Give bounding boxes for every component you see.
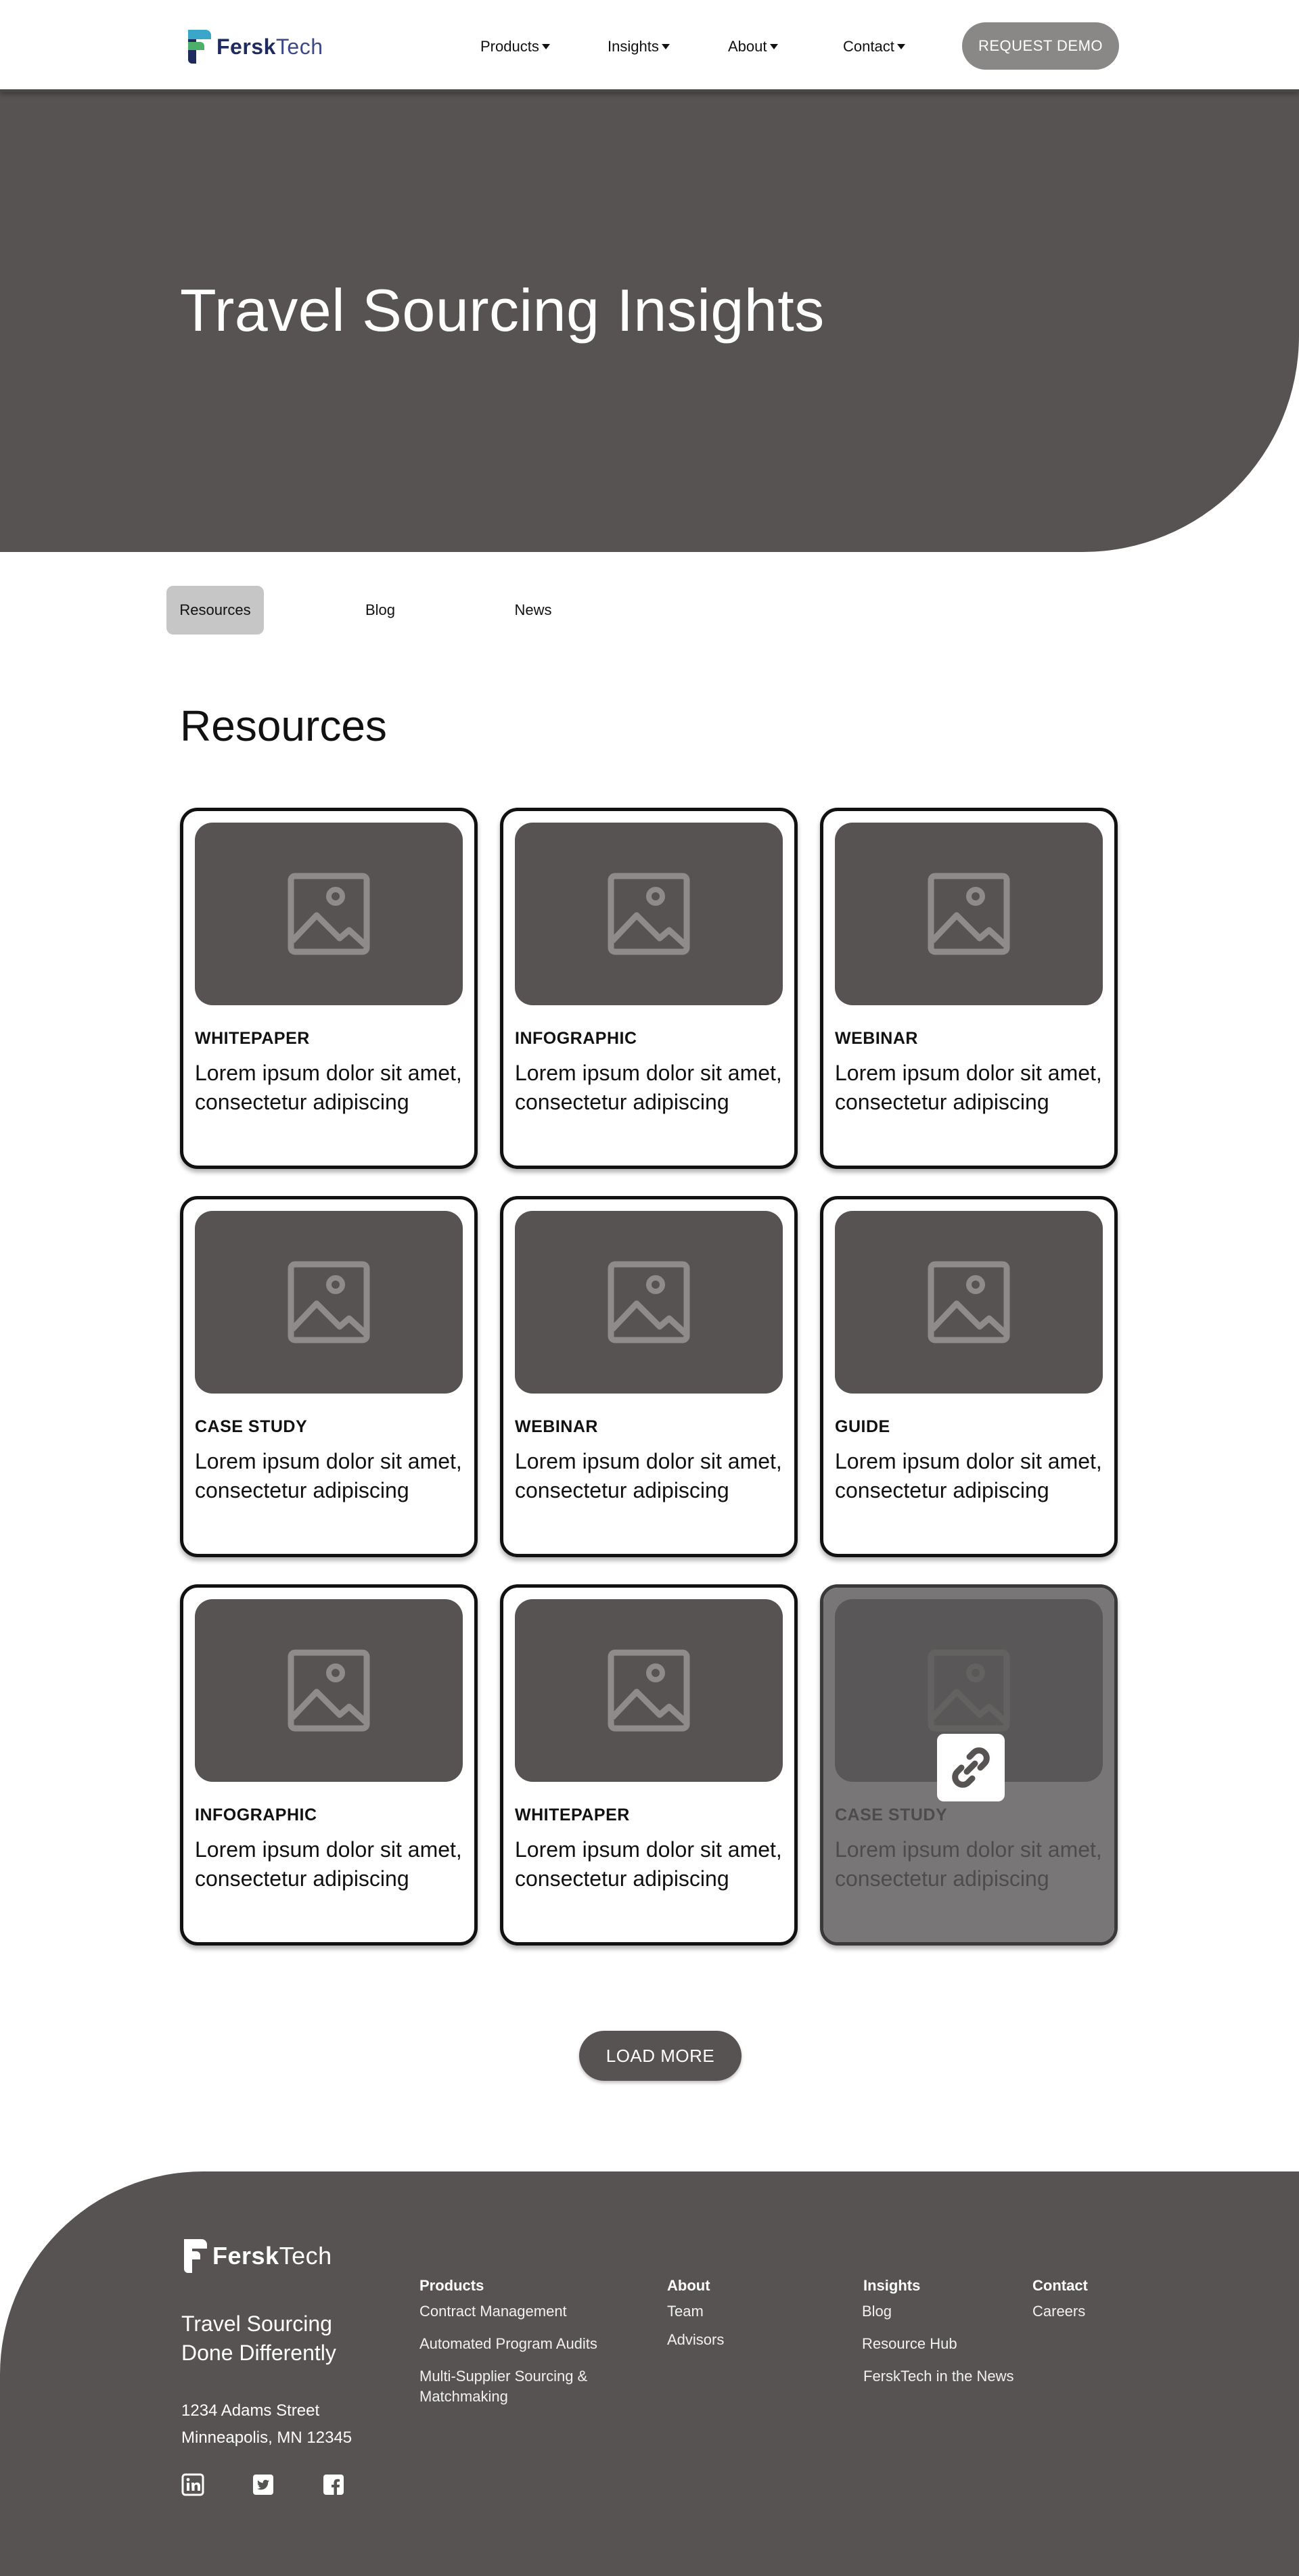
address-line: Minneapolis, MN 12345 [181, 2429, 352, 2447]
resource-card[interactable] [180, 808, 478, 1169]
tab-news[interactable]: News [514, 601, 552, 618]
card-description: Lorem ipsum dolor sit amet, consectetur adipiscing [195, 1061, 462, 1114]
card-description: Lorem ipsum dolor sit amet, consectetur adipiscing [195, 1837, 462, 1891]
site-header [0, 0, 1299, 92]
footer-link-blog[interactable]: Blog [862, 2303, 892, 2320]
footer-link-resource-hub[interactable]: Resource Hub [862, 2335, 957, 2352]
caret-down-icon [542, 44, 550, 49]
card-image [195, 1211, 463, 1394]
card-image [515, 1599, 783, 1782]
load-more-button[interactable]: LOAD MORE [579, 2031, 742, 2081]
card-description: Lorem ipsum dolor sit amet, consectetur adipiscing [835, 1061, 1102, 1114]
header-logo[interactable] [188, 30, 323, 64]
card-image [515, 823, 783, 1005]
footer-logo[interactable] [184, 2239, 332, 2273]
card-category: INFOGRAPHIC [515, 1029, 637, 1048]
footer-about-title: About [667, 2277, 710, 2294]
image-placeholder-icon [287, 1649, 371, 1732]
footer-link-team[interactable]: Team [667, 2303, 704, 2320]
caret-down-icon [897, 44, 905, 49]
request-demo-button[interactable]: REQUEST DEMO [962, 22, 1119, 70]
nav-label: Products [480, 38, 539, 55]
image-placeholder-icon [607, 1649, 691, 1732]
card-description: Lorem ipsum dolor sit amet, consectetur adipiscing [835, 1449, 1102, 1502]
linkedin-icon[interactable] [181, 2473, 204, 2496]
page-title: Travel Sourcing Insights [180, 277, 825, 344]
hero-banner [0, 92, 1299, 552]
card-image [195, 823, 463, 1005]
nav-contact[interactable] [843, 38, 905, 55]
nav-label: Contact [843, 38, 894, 55]
section-title: Resources [180, 702, 387, 750]
footer-link-advisors[interactable]: Advisors [667, 2331, 725, 2348]
resource-card[interactable] [820, 1196, 1118, 1557]
footer-products-title: Products [419, 2277, 484, 2294]
card-category: WEBINAR [515, 1417, 598, 1436]
card-description: Lorem ipsum dolor sit amet, consectetur adipiscing [515, 1449, 782, 1502]
card-link-button[interactable] [937, 1734, 1005, 1801]
resource-card[interactable] [500, 1196, 798, 1557]
card-category: CASE STUDY [195, 1417, 308, 1436]
footer-link-program-audits[interactable]: Automated Program Audits [419, 2335, 597, 2352]
card-category: WEBINAR [835, 1029, 918, 1048]
card-category: GUIDE [835, 1417, 890, 1436]
tab-resources[interactable]: Resources [166, 586, 264, 635]
image-placeholder-icon [607, 872, 691, 956]
card-description: Lorem ipsum dolor sit amet, consectetur adipiscing [515, 1837, 782, 1891]
resource-card[interactable] [180, 1584, 478, 1946]
card-image [195, 1599, 463, 1782]
footer-link-careers[interactable]: Careers [1032, 2303, 1086, 2320]
nav-products[interactable] [480, 38, 550, 55]
nav-label: Insights [608, 38, 659, 55]
address-line: 1234 Adams Street [181, 2401, 320, 2420]
nav-label: About [728, 38, 767, 55]
image-placeholder-icon [927, 872, 1011, 956]
card-image [515, 1211, 783, 1394]
image-placeholder-icon [607, 1260, 691, 1344]
resource-card[interactable] [500, 1584, 798, 1946]
brand-name: FerskTech [212, 2242, 332, 2270]
footer-contact-title: Contact [1032, 2277, 1088, 2294]
card-image [835, 823, 1103, 1005]
footer-tagline: Travel Sourcing Done Differently [181, 2312, 336, 2365]
image-placeholder-icon [927, 1260, 1011, 1344]
twitter-icon[interactable] [252, 2473, 275, 2496]
card-category: WHITEPAPER [515, 1806, 630, 1824]
image-placeholder-icon [287, 1260, 371, 1344]
nav-about[interactable] [728, 38, 778, 55]
footer-link-contract-management[interactable]: Contract Management [419, 2303, 567, 2320]
footer-insights-title: Insights [863, 2277, 921, 2294]
resource-card[interactable] [820, 1584, 1118, 1946]
card-description: Lorem ipsum dolor sit amet, consectetur adipiscing [195, 1449, 462, 1502]
image-placeholder-icon [287, 872, 371, 956]
fersktech-logo-icon [188, 30, 211, 64]
card-description: Lorem ipsum dolor sit amet, consectetur adipiscing [515, 1061, 782, 1114]
caret-down-icon [770, 44, 778, 49]
footer-link-in-the-news[interactable]: FerskTech in the News [863, 2368, 1014, 2385]
resource-card[interactable] [820, 808, 1118, 1169]
card-image [835, 1211, 1103, 1394]
tab-blog[interactable]: Blog [365, 601, 396, 618]
brand-name: FerskTech [216, 34, 323, 59]
resource-card[interactable] [500, 808, 798, 1169]
facebook-icon[interactable] [322, 2473, 345, 2496]
link-icon [947, 1743, 995, 1792]
card-category: INFOGRAPHIC [195, 1806, 317, 1824]
fersktech-logo-icon [184, 2239, 207, 2273]
nav-insights[interactable] [608, 38, 670, 55]
resource-card[interactable] [180, 1196, 478, 1557]
card-category: WHITEPAPER [195, 1029, 310, 1048]
site-footer [0, 2171, 1299, 2576]
caret-down-icon [662, 44, 670, 49]
footer-link-multi-supplier[interactable]: Multi-Supplier Sourcing & Matchmaking [419, 2368, 588, 2405]
footer-address [181, 2397, 352, 2452]
